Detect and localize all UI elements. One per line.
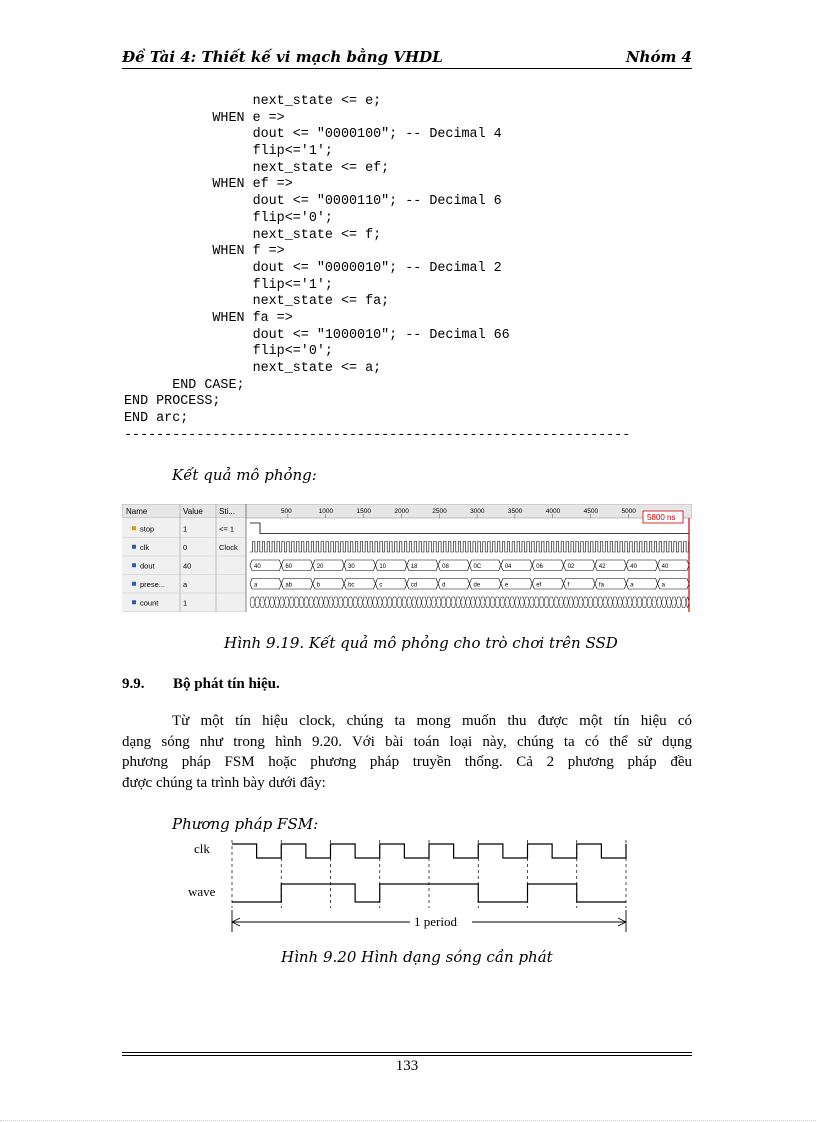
state-value: de	[473, 582, 481, 589]
state-value: ef	[536, 582, 542, 589]
signal-name[interactable]: dout	[140, 561, 155, 571]
state-value: c	[379, 582, 383, 589]
code-line: next_state <= a;	[124, 361, 382, 376]
code-line: END arc;	[124, 411, 189, 427]
dout-value: 04	[504, 563, 512, 570]
code-line: dout <= "0000110"; -- Decimal 6	[124, 194, 502, 210]
dout-value: 20	[316, 563, 324, 570]
time-tick-label: 3500	[507, 508, 523, 515]
signal-name[interactable]: stop	[140, 524, 155, 534]
state-value: f	[567, 582, 570, 589]
header-title: Đề Tài 4: Thiết kế vi mạch bằng VHDL	[122, 48, 443, 66]
section-title: Bộ phát tín hiệu.	[173, 676, 280, 692]
code-line: WHEN ef =>	[124, 177, 293, 193]
code-line: next_state <= ef;	[124, 160, 390, 176]
signal-name[interactable]: clk	[140, 542, 150, 552]
code-line: dout <= "0000010"; -- Decimal 2	[124, 260, 502, 276]
header-group: Nhóm 4	[625, 48, 692, 66]
code-line: dout <= "1000010"; -- Decimal 66	[124, 327, 510, 343]
dout-value: 42	[598, 563, 606, 570]
time-tick-label: 5000	[621, 508, 636, 515]
state-value: bc	[348, 582, 355, 589]
signal-value: a	[183, 579, 188, 589]
time-tick-label: 1500	[356, 508, 372, 515]
code-line: END PROCESS;	[124, 394, 221, 410]
vhdl-code-listing	[124, 94, 630, 444]
paragraph-line: dạng sóng như trong hình 9.20. Với bài toán loại này, chúng ta có thể sử dụng	[122, 733, 692, 750]
code-separator: ---------------------------------------------------------------	[124, 427, 631, 443]
page-number: 133	[395, 1058, 419, 1074]
simulation-waveform-panel	[122, 504, 692, 612]
dout-value: 40	[254, 563, 261, 570]
column-stimulus-header: Sti...	[219, 507, 236, 516]
signal-stimulus: <= 1	[219, 524, 235, 534]
figure-9-19-caption: Hình 9.19. Kết quả mô phỏng cho trò chơi trên SSD	[224, 634, 618, 652]
signal-icon	[132, 526, 136, 530]
paragraph-line: phương pháp FSM hoặc phương pháp truyền thống. Cả 2 phương pháp đều	[122, 754, 692, 770]
paragraph-line: Từ một tín hiệu clock, chúng ta mong muốn thu được một tín hiệu có	[172, 713, 692, 729]
code-line: flip<='0';	[124, 210, 333, 226]
time-tick-label: 4500	[583, 508, 599, 515]
clk-wave-diagram	[180, 838, 640, 938]
dout-value: 06	[536, 563, 543, 570]
column-value-header: Value	[183, 507, 203, 516]
code-line: dout <= "0000100"; -- Decimal 4	[124, 127, 502, 143]
signal-value: 1	[183, 524, 188, 534]
signal-value: 0	[183, 542, 188, 552]
signal-name[interactable]: prese...	[140, 579, 166, 589]
footer-rule-bottom	[122, 1055, 692, 1056]
signal-value: 40	[183, 561, 192, 571]
clk-label: clk	[194, 841, 210, 856]
figure-9-20-caption: Hình 9.20 Hình dạng sóng cần phát	[281, 948, 553, 966]
signal-value: 1	[183, 598, 188, 608]
code-line: next_state <= e;	[124, 94, 382, 109]
dout-value: 10	[379, 563, 387, 570]
wave-trace	[232, 884, 626, 902]
simulation-label: Kết quả mô phỏng:	[172, 466, 317, 484]
body-paragraph	[122, 711, 692, 793]
section-number: 9.9.	[122, 676, 145, 692]
dout-value: 0C	[473, 563, 482, 570]
code-line: flip<='1';	[124, 144, 333, 160]
state-value: a	[254, 582, 258, 589]
state-value: a	[661, 582, 665, 589]
paragraph-line: được chúng ta trình bày dưới đây:	[122, 774, 326, 791]
dout-value: 18	[410, 563, 418, 570]
cursor-time: 5800 ns	[647, 513, 676, 522]
state-value: a	[630, 582, 634, 589]
state-value: cd	[410, 582, 418, 589]
signal-stimulus: Clock	[219, 542, 238, 552]
time-tick-label: 2500	[432, 508, 447, 515]
signal-icon	[132, 582, 136, 586]
footer-rule-top	[122, 1052, 692, 1053]
code-line: next_state <= f;	[124, 227, 382, 243]
time-tick-label: 500	[280, 508, 292, 515]
dout-value: 30	[348, 563, 355, 570]
code-line: flip<='1';	[124, 277, 333, 293]
state-value: fa	[598, 582, 604, 589]
signal-name[interactable]: count	[140, 598, 159, 608]
code-line: WHEN fa =>	[124, 310, 293, 326]
time-tick-label: 2000	[394, 508, 409, 515]
signal-icon	[132, 563, 136, 567]
code-line: WHEN e =>	[124, 110, 285, 126]
state-value: ab	[285, 582, 293, 589]
page-header	[122, 46, 692, 69]
time-tick-label: 4000	[545, 508, 561, 515]
code-line: flip<='0';	[124, 344, 333, 360]
dout-value: 40	[661, 563, 669, 570]
dout-value: 60	[285, 563, 293, 570]
period-label: 1 period	[414, 914, 457, 929]
dout-value: 08	[442, 563, 449, 570]
state-value: b	[316, 582, 321, 589]
fsm-method-label: Phương pháp FSM:	[172, 815, 319, 833]
code-line: WHEN f =>	[124, 244, 285, 260]
dout-value: 40	[630, 563, 637, 570]
state-value: d	[442, 582, 446, 589]
dout-value: 02	[567, 563, 575, 570]
code-line: next_state <= fa;	[124, 294, 390, 310]
signal-icon	[132, 600, 136, 604]
column-name-header: Name	[126, 507, 148, 516]
page-edge	[0, 1120, 816, 1121]
time-tick-label: 1000	[318, 508, 334, 515]
code-line: END CASE;	[124, 377, 245, 393]
state-value: e	[504, 582, 509, 589]
time-tick-label: 3000	[470, 508, 485, 515]
wave-label: wave	[188, 884, 216, 899]
signal-icon	[132, 545, 136, 549]
